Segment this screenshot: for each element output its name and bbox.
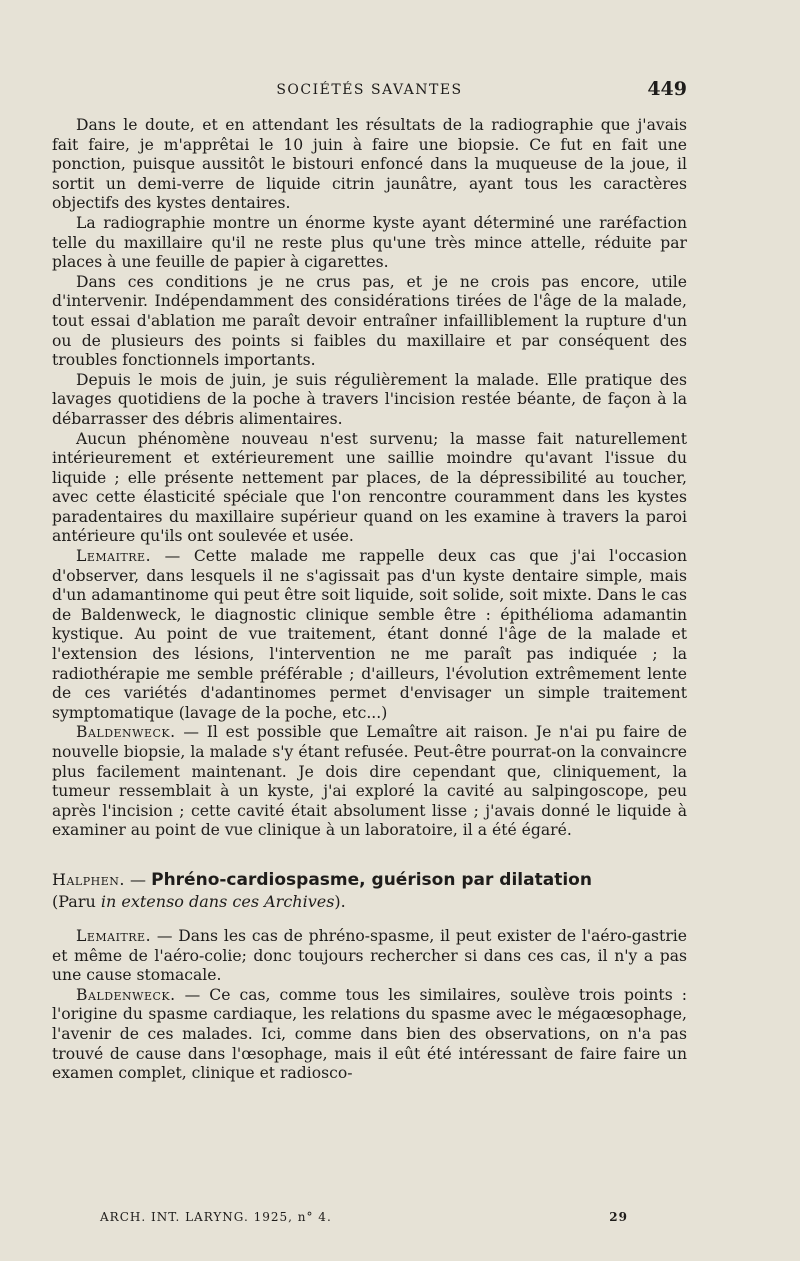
author-name: Halphen. [52, 869, 125, 889]
speaker-name: Lemaitre. [76, 547, 152, 566]
paragraph: Depuis le mois de juin, je suis régulièrement la malade. Elle pratique des lavages quotidiens de la poche à travers l'incision restée béante, de façon à la débarrasser des débris alimentaires. [52, 370, 687, 428]
communication-heading [52, 869, 687, 913]
publication-reference [52, 891, 687, 913]
page-footer [100, 1210, 628, 1230]
speaker-name: Baldenweck. [76, 985, 176, 1004]
speaker-text: — Ce cas, comme tous les similaires, soulève trois points : l'origine du spasme cardiaque, les relations du spasme avec le mégaœsophage, l'avenir de ces malades. Ici, comme dans bien des observations, on n'a pas trouvé de cause dans l'œsophage, mais il eût été intéressant de faire faire un examen complet, clinique et radiosco- [52, 985, 687, 1083]
discussion-baldenweck [52, 723, 687, 841]
running-head: SOCIÉTÉS SAVANTES [276, 82, 463, 98]
page-header [52, 78, 687, 108]
paragraph: Dans ces conditions je ne crus pas, et je ne crois pas encore, utile d'intervenir. Indépendamment des considérations tirées de l'âge de la malade, tout essai d'ablation me paraît devoir entraîner infailliblement la rupture d'un ou de plusieurs des points si faibles du maxillaire et par conséquent des troubles fonctionnels importants. [52, 272, 687, 370]
speaker-name: Lemaitre. [76, 926, 152, 945]
paragraph: Dans le doute, et en attendant les résultats de la radiographie que j'avais fait faire, je m'apprêtai le 10 juin à faire une biopsie. Ce fut en fait une ponction, puisque aussitôt le bistouri enfoncé dans la muqueuse de la joue, il sortit un demi-verre de liquide citrin jaunâtre, ayant tous les caractères objectifs des kystes dentaires. [52, 116, 687, 213]
reference-italic: in extenso dans ces Archives [100, 891, 335, 911]
communication-title: Phréno-cardiospasme, guérison par dilatation [151, 869, 592, 890]
paragraph: La radiographie montre un énorme kyste ayant déterminé une raréfaction telle du maxillaire qu'il ne reste plus qu'une très mince attelle, réduite par places à une feuille de papier à cigarettes. [52, 213, 687, 272]
speaker-text: — Il est possible que Lemaître ait raison. Je n'ai pu faire de nouvelle biopsie, la malade s'y étant refusée. Peut-être pourrat-on la convaincre plus facilement maintenant. Je dois dire cependant que, cliniquement, la tumeur ressemblait à un kyste, j'ai exploré la cavité au salpingoscope, peu après l'incision ; cette cavité était absolument lisse ; j'avais donné le liquide à examiner au point de vue clinique à un laboratoire, il a été égaré. [52, 723, 687, 840]
communication-title-line [52, 869, 687, 891]
journal-signature: ARCH. INT. LARYNG. 1925, n° 4. [100, 1210, 332, 1224]
page-number: 449 [647, 78, 687, 100]
reference-prefix: (Paru [52, 891, 101, 911]
sheet-signature: 29 [609, 1210, 628, 1224]
speaker-name: Baldenweck. [76, 723, 176, 742]
speaker-text: — Cette malade me rappelle deux cas que j'ai l'occasion d'observer, dans lesquels il ne s'agissait pas d'un kyste dentaire simple, mais d'un adamantinome qui peut être soit liquide, soit solide, soit mixte. Dans le cas de Baldenweck, le diagnostic clinique semble être : épithélioma adamantin kystique. Au point de vue traitement, étant donné l'âge de la malade et l'extension des lésions, l'intervention ne me paraît pas indiquée ; la radiothérapie me semble préférable ; d'ailleurs, l'évolution extrêmement lente de ces variétés d'adantinomes permet d'envisager un simple traitement symptomatique (lavage de la poche, etc...) [52, 547, 687, 722]
title-dash: — [124, 869, 152, 889]
main-text [52, 116, 687, 1084]
paragraph: Aucun phénomène nouveau n'est survenu; la masse fait naturellement intérieurement et extérieurement une saillie moindre qu'avant l'issue du liquide ; elle présente nettement par places, de la dépressibilité au toucher, avec cette élasticité spéciale que l'on rencontre couramment dans les kystes paradentaires du maxillaire supérieur quand on les examine à travers la paroi antérieure qu'ils ont soulevée et usée. [52, 429, 687, 546]
discussion-baldenweck [52, 986, 687, 1084]
discussion-lemaitre [52, 547, 687, 723]
speaker-text: — Dans les cas de phréno-spasme, il peut exister de l'aéro-gastrie et même de l'aéro-colie; donc toujours rechercher si dans ces cas, il n'y a pas une cause stomacale. [52, 926, 687, 985]
reference-suffix: ). [334, 891, 346, 911]
discussion-lemaitre [52, 927, 687, 986]
